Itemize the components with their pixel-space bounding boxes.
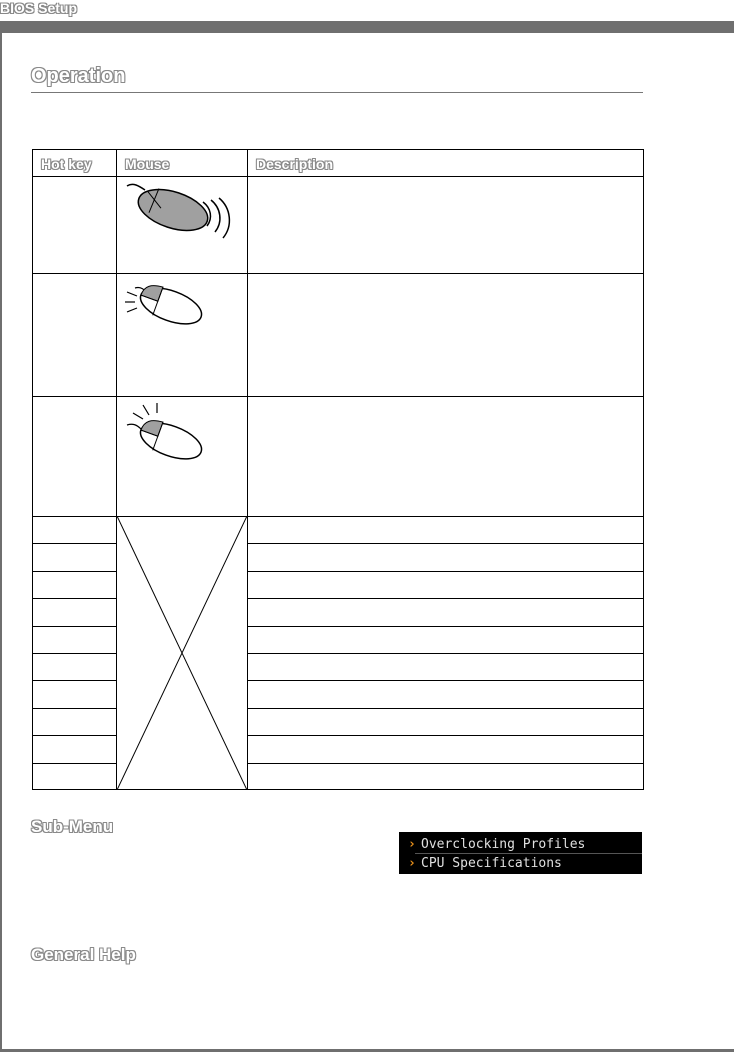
row-divider	[247, 571, 643, 572]
submenu-item-overclocking-profiles[interactable]	[408, 836, 586, 854]
row-divider	[33, 543, 116, 544]
mouse-left-click-icon	[123, 278, 213, 333]
row-divider	[247, 680, 643, 681]
section-title-operation: Operation	[31, 65, 126, 87]
column-header-hotkey: Hot key	[41, 156, 92, 172]
row-divider	[33, 571, 116, 572]
header-bar	[0, 21, 734, 33]
row-divider	[247, 735, 643, 736]
row-divider	[247, 626, 643, 627]
column-divider	[247, 150, 248, 789]
not-applicable-cross-icon	[117, 516, 247, 790]
row-divider	[247, 598, 643, 599]
row-divider	[247, 653, 643, 654]
header-label: BIOS Setup	[0, 0, 78, 16]
section-title-general-help: General Help	[31, 945, 136, 964]
mouse-move-icon	[123, 180, 239, 250]
row-divider	[33, 708, 116, 709]
column-header-mouse: Mouse	[125, 156, 170, 172]
chevron-right-icon: ›	[408, 856, 416, 871]
row-divider	[33, 626, 116, 627]
submenu-item-cpu-specifications[interactable]	[408, 855, 562, 873]
row-divider	[33, 598, 116, 599]
section-title-submenu: Sub-Menu	[31, 817, 114, 836]
row-divider	[247, 543, 643, 544]
row-divider	[33, 763, 116, 764]
row-divider	[247, 708, 643, 709]
row-divider	[33, 176, 643, 177]
submenu-divider	[415, 853, 642, 854]
row-divider	[33, 653, 116, 654]
title-divider	[31, 92, 643, 93]
operation-table	[32, 149, 644, 790]
submenu-preview	[399, 832, 642, 874]
submenu-item-label: CPU Specifications	[421, 856, 562, 871]
mouse-left-double-click-icon	[123, 401, 213, 469]
row-divider	[33, 396, 643, 397]
frame-left-border	[0, 33, 2, 1052]
row-divider	[33, 273, 643, 274]
submenu-item-label: Overclocking Profiles	[421, 837, 586, 852]
chevron-right-icon: ›	[408, 837, 416, 852]
row-divider	[33, 735, 116, 736]
row-divider	[33, 680, 116, 681]
row-divider	[247, 763, 643, 764]
column-header-description: Description	[256, 156, 334, 172]
